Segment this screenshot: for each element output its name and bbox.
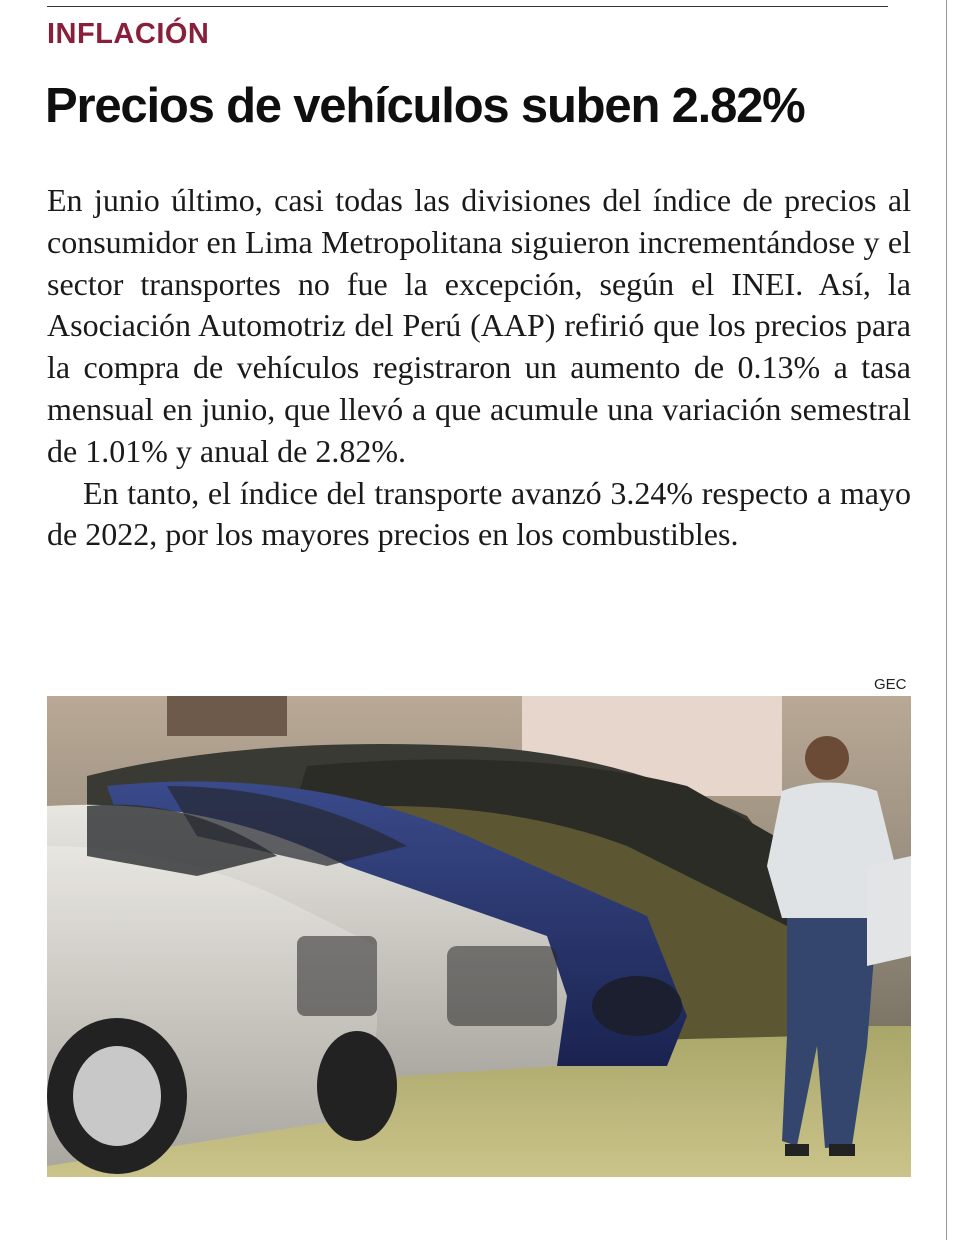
article-headline: Precios de vehículos suben 2.82%	[45, 79, 805, 133]
section-kicker: INFLACIÓN	[47, 18, 210, 50]
photo-credit: GEC	[874, 676, 907, 693]
article-body	[47, 180, 911, 556]
car-dealership-photo	[47, 696, 911, 1177]
body-paragraph-2: En tanto, el índice del transporte avanzó 3.24% respecto a mayo de 2022, por los mayores precios en los combustibles.	[47, 474, 911, 553]
column-rule	[946, 0, 947, 1240]
body-paragraph-1: En junio último, casi todas las divisiones del índice de precios al consumidor en Lima Metropolitana siguieron incrementándose y el sector transportes no fue la excepción, según el INEI. Así, la Asociación Automotriz del Perú (AAP) refirió que los precios para la compra de vehículos registraron un aumento de 0.13% a tasa mensual en junio, que llevó a que acumule una variación semestral de 1.01% y anual de 2.82%.	[47, 182, 911, 469]
top-rule	[47, 6, 888, 7]
